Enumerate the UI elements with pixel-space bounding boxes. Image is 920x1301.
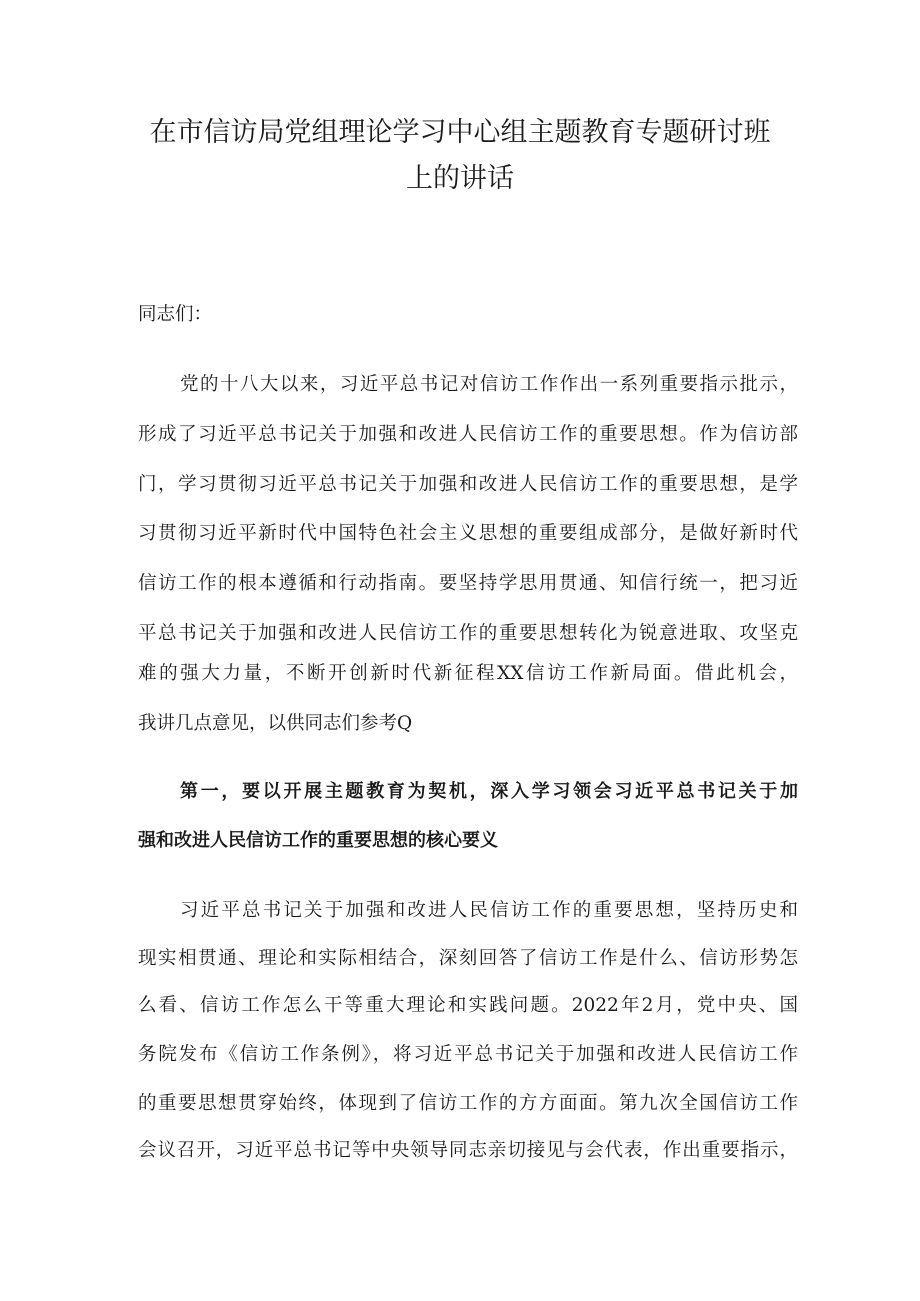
paragraph-1-line: 党的十八大以来，习近平总书记对信访工作作出一系列重要指示批示， [180,374,798,395]
paragraph-1-line: 门，学习贯彻习近平总书记关于加强和改进人民信访工作的重要思想，是学 [138,474,798,495]
paragraph-2-line: 的重要思想贯穿始终，体现到了信访工作的方方面面。第九次全国信访工作 [138,1093,798,1114]
paragraph-1-line: 平总书记关于加强和改进人民信访工作的重要思想转化为锐意进取、攻坚克 [138,623,798,644]
paragraph-2-line: 务院发布《信访工作条例》，将习近平总书记关于加强和改进人民信访工作 [138,1044,798,1065]
section-heading-line: 强和改进人民信访工作的重要思想的核心要义 [138,830,498,851]
paragraph-1-line: 习贯彻习近平新时代中国特色社会主义思想的重要组成部分，是做好新时代 [138,523,798,544]
document-title-line-2: 上的讲话 [406,163,514,194]
paragraph-1-line: 形成了习近平总书记关于加强和改进人民信访工作的重要思想。作为信访部 [138,424,798,445]
section-heading-line: 第一，要以开展主题教育为契机，深入学习领会习近平总书记关于加 [180,781,798,802]
paragraph-2-line: 会议召开，习近平总书记等中央领导同志亲切接见与会代表，作出重要指示， [138,1140,798,1161]
paragraph-1-line: 信访工作的根本遵循和行动指南。要坚持学思用贯通、知信行统一，把习近 [138,573,798,594]
paragraph-2-line: 习近平总书记关于加强和改进人民信访工作的重要思想，坚持历史和 [180,900,798,921]
document-title-line-1: 在市信访局党组理论学习中心组主题教育专题研讨班 [149,117,771,148]
paragraph-2-line: 现实相贯通、理论和实际相结合，深刻回答了信访工作是什么、信访形势怎 [138,948,798,969]
salutation: 同志们： [138,304,213,325]
paragraph-1-line: 我讲几点意见，以供同志们参考Q [138,713,413,734]
paragraph-2-line: 么看、信访工作怎么干等重大理论和实践问题。2022年2月，党中央、国 [138,995,798,1016]
paragraph-1-line: 难的强大力量，不断开创新时代新征程XX信访工作新局面。借此机会， [138,663,798,684]
